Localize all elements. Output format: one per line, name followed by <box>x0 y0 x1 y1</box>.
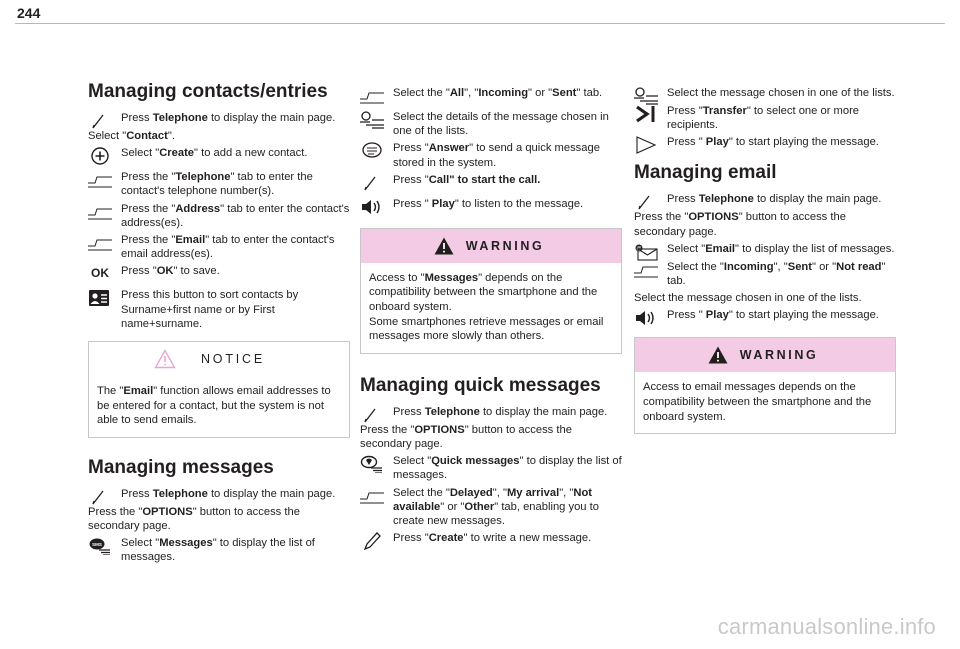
warning-text: Access to "Messages" depends on the compatibility between the smartphone and the onboard system. <box>369 271 598 313</box>
svg-text:@: @ <box>636 245 642 252</box>
tab-icon <box>633 261 659 279</box>
tab-icon <box>359 87 385 105</box>
message-details-icon <box>359 111 385 129</box>
messages-call-step: Press "Call" to start the call. <box>360 173 622 188</box>
email-chosen-step: Select the message chosen in one of the lists. <box>634 292 862 305</box>
add-circle-icon <box>87 147 113 165</box>
pen-icon <box>359 406 385 424</box>
messages-heading: Managing messages <box>88 456 274 478</box>
email-icon <box>633 243 659 261</box>
email-list-step: @ Select "Email" to display the list of messages. <box>634 242 896 257</box>
notice-warning-icon <box>154 349 176 369</box>
messages-options-step: Press the "OPTIONS" button to access the secondary page. <box>88 505 300 533</box>
email-heading: Managing email <box>634 162 777 184</box>
messages-tab-step: Select the "All", "Incoming" or "Sent" tab. <box>360 86 622 101</box>
quick-messages-icon <box>359 455 385 473</box>
watermark: carmanualsonline.info <box>717 614 936 639</box>
contacts-email-tab-step: Press the "Email" tab to enter the contact's email address(es). <box>88 233 350 261</box>
warning-title: WARNING <box>465 238 545 253</box>
messages-answer-step: Press "Answer" to send a quick message stored in the system. <box>360 141 622 169</box>
header-rule <box>15 23 945 24</box>
messages-play-step: Press " Play" to listen to the message. <box>360 197 622 212</box>
contacts-ok-step: OK Press "OK" to save. <box>88 264 350 279</box>
email-telephone-step: Press Telephone to display the main page. <box>634 192 896 207</box>
play-icon <box>633 136 659 154</box>
pen-icon <box>359 174 385 192</box>
pen-icon <box>87 112 113 130</box>
contacts-heading: Managing contacts/entries <box>88 81 328 102</box>
email-options-step: Press the "OPTIONS" button to access the secondary page. <box>634 211 846 238</box>
messages-telephone-step: Press Telephone to display the main page. <box>88 487 350 502</box>
contacts-create-step: Select "Create" to add a new contact. <box>88 146 350 161</box>
column-3 <box>634 86 896 448</box>
messages-details-step: Select the details of the message chosen in one of the lists. <box>360 110 622 138</box>
quick-play-step: Press " Play" to start playing the message. <box>634 135 896 150</box>
contacts-address-tab-step: Press the "Address" tab to enter the contact's address(es). <box>88 202 350 230</box>
warning-title: WARNING <box>739 348 819 363</box>
warning-text-2: Some smartphones retrieve messages or email messages more slowly than others. <box>369 315 604 343</box>
answer-message-icon <box>359 142 385 160</box>
quick-tab-step: Select the "Delayed", "My arrival", "Not available" or "Other" tab, enabling you to create new messages. <box>360 486 622 529</box>
pen-icon <box>87 488 113 506</box>
svg-text:SMS: SMS <box>92 542 102 548</box>
contacts-select-contact: Select "Contact". <box>88 130 175 142</box>
warning-box-email <box>634 337 896 434</box>
quick-telephone-step: Press Telephone to display the main page. <box>360 405 622 420</box>
contacts-telephone-step: Press Telephone to display the main page. <box>88 111 350 126</box>
page-number: 244 <box>17 5 41 21</box>
sms-icon <box>87 537 113 555</box>
speaker-icon <box>633 309 659 327</box>
column-1 <box>88 80 350 568</box>
warning-triangle-icon <box>707 345 729 365</box>
contacts-sort-step: Press this button to sort contacts by Surname+first name or by First name+surname. <box>88 288 350 331</box>
quick-list-step: Select "Quick messages" to display the list of messages. <box>360 454 622 482</box>
quick-messages-heading: Managing quick messages <box>360 374 601 396</box>
email-tab-step: Select the "Incoming", "Sent" or "Not read" tab. <box>634 260 896 288</box>
column-2 <box>360 86 622 549</box>
warning-text: Access to email messages depends on the compatibility between the smartphone and the onboard system. <box>643 381 872 423</box>
quick-create-step: Press "Create" to write a new message. <box>360 531 622 546</box>
notice-text: The "Email" function allows email addresses to be entered for a contact, but the system is not able to send emails. <box>97 385 331 427</box>
pen-icon <box>633 193 659 211</box>
contacts-telephone-tab-step: Press the "Telephone" tab to enter the contact's telephone number(s). <box>88 170 350 198</box>
notice-box <box>88 341 350 438</box>
speaker-icon <box>359 198 385 216</box>
warning-box-messages <box>360 228 622 354</box>
quick-chosen-step: Select the message chosen in one of the lists. <box>634 86 896 101</box>
email-play-step: Press " Play" to start playing the message. <box>634 308 896 323</box>
tab-icon <box>87 203 113 221</box>
message-details-icon <box>633 87 659 105</box>
messages-list-step: SMS Select "Messages" to display the list of messages. <box>88 536 350 564</box>
quick-options-step: Press the "OPTIONS" button to access the secondary page. <box>360 423 572 450</box>
notice-title: NOTICE <box>200 351 266 366</box>
edit-pencil-icon <box>359 532 385 550</box>
quick-transfer-step: Press "Transfer" to select one or more recipients. <box>634 104 896 132</box>
sort-contacts-icon <box>87 289 113 307</box>
warning-triangle-icon <box>433 236 455 256</box>
tab-icon <box>359 487 385 505</box>
tab-icon <box>87 171 113 189</box>
transfer-icon <box>633 105 659 123</box>
ok-icon: OK <box>91 266 109 281</box>
tab-icon <box>87 234 113 252</box>
